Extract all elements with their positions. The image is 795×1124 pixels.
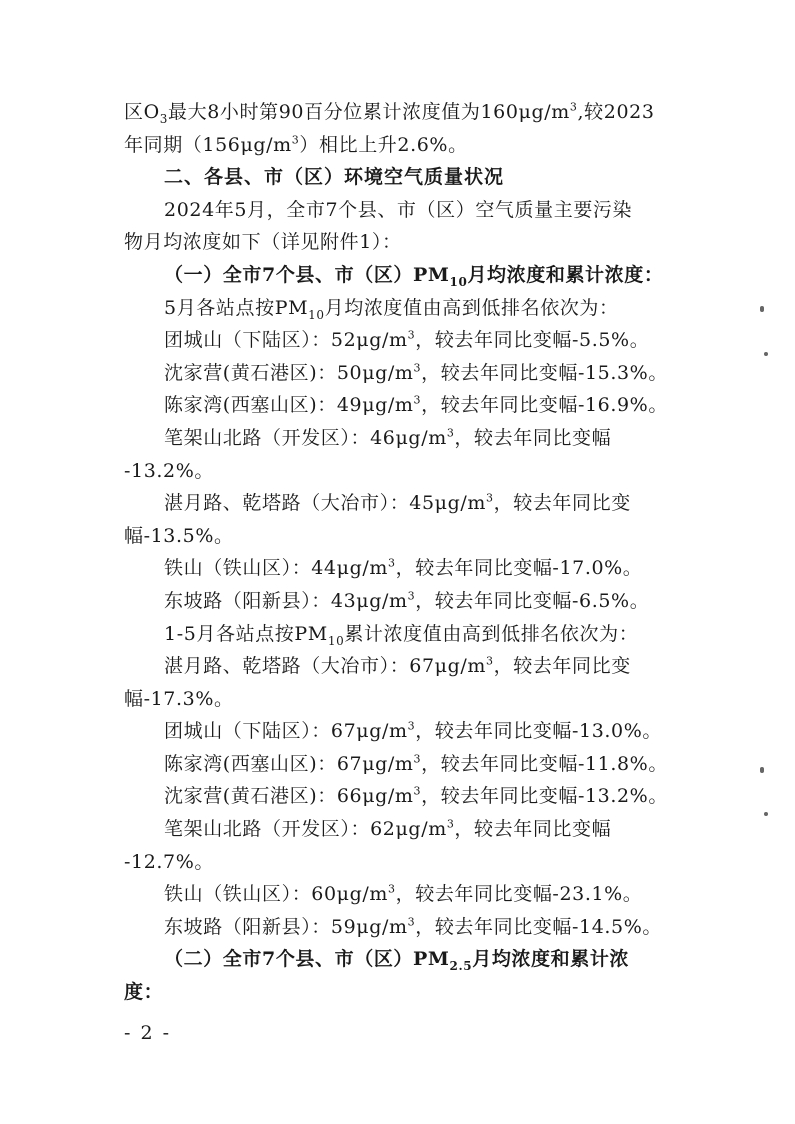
- text: 月均浓度和累计浓: [472, 948, 630, 971]
- change-text: ，较去年同比变幅-17.0%。: [395, 557, 643, 580]
- section-2-para-line-1: 2024年5月，全市7个县、市（区）空气质量主要污染: [164, 198, 633, 221]
- list-item-continuation: 幅-13.5%。: [124, 524, 234, 547]
- station-text: 湛月路、乾塔路（大冶市）：67μg/m: [164, 655, 487, 678]
- superscript: 3: [413, 785, 422, 799]
- list-item: [124, 780, 684, 813]
- station-text: 团城山（下陆区）：52μg/m: [164, 329, 408, 352]
- document-body: [124, 96, 684, 1009]
- station-text: 团城山（下陆区）：67μg/m: [164, 720, 408, 743]
- text: ,较2023: [577, 101, 655, 123]
- text: 5月各站点按PM: [164, 296, 309, 319]
- superscript: 3: [407, 589, 416, 603]
- station-text: 铁山（铁山区）：44μg/m: [164, 557, 389, 580]
- change-text: ，较去年同比变幅-14.5%。: [415, 915, 662, 938]
- intro-line-1: [124, 96, 684, 129]
- superscript: 3: [388, 556, 396, 570]
- list-item-continuation: 幅-17.3%。: [124, 687, 234, 710]
- superscript: 3: [486, 491, 494, 505]
- text: 年同期（156μg/m: [124, 133, 292, 156]
- station-text: 铁山（铁山区）：60μg/m: [164, 883, 389, 906]
- text: 1-5月各站点按PM: [164, 622, 328, 645]
- subscript: 3: [159, 111, 169, 126]
- subscript: 10: [449, 274, 468, 289]
- list-item: [124, 324, 684, 357]
- list-item: [124, 650, 684, 683]
- superscript: 3: [413, 394, 422, 408]
- superscript: 3: [407, 328, 416, 342]
- text: 累计浓度值由高到低排名依次为：: [344, 622, 639, 645]
- text: （二）全市7个县、市（区）PM: [164, 948, 450, 971]
- change-text: ，较去年同比变幅-23.1%。: [395, 883, 643, 906]
- list-item: [124, 585, 684, 618]
- superscript: 3: [446, 817, 455, 831]
- subscript: 10: [308, 307, 325, 322]
- list-item: [124, 487, 684, 520]
- superscript: 3: [446, 426, 455, 440]
- station-text: 陈家湾(西塞山区)：49μg/m: [164, 394, 414, 417]
- change-text: ，较去年同比变幅-5.5%。: [415, 329, 650, 352]
- list-item-continuation: -13.2%。: [124, 459, 214, 482]
- scan-speck: [760, 767, 764, 773]
- section-2-para-line-2: 物月均浓度如下（详见附件1）：: [124, 231, 402, 254]
- superscript: 3: [407, 719, 416, 733]
- subscript: 10: [327, 633, 345, 648]
- change-text: ，较去年同比变幅: [454, 426, 612, 449]
- section-2-heading: 二、各县、市（区）环境空气质量状况: [164, 166, 505, 189]
- pm10-heading: [124, 259, 684, 292]
- change-text: ，较去年同比变幅: [454, 818, 612, 841]
- change-text: ，较去年同比变幅-6.5%。: [415, 589, 650, 612]
- text: ）相比上升2.6%。: [299, 133, 468, 156]
- station-text: 陈家湾(西塞山区)：67μg/m: [164, 752, 414, 775]
- text: 区O: [124, 101, 160, 123]
- superscript: 3: [291, 133, 300, 147]
- scan-speck: [764, 352, 768, 356]
- station-text: 湛月路、乾塔路（大冶市）：45μg/m: [164, 492, 487, 515]
- superscript: 3: [486, 654, 494, 668]
- list-item-continuation: -12.7%。: [124, 850, 214, 873]
- list-item: [124, 813, 684, 846]
- change-text: ，较去年同比变: [493, 655, 631, 678]
- page-number: - 2 -: [124, 1022, 172, 1044]
- superscript: 3: [413, 752, 422, 766]
- superscript: 3: [388, 882, 396, 896]
- station-text: 笔架山北路（开发区）：46μg/m: [164, 426, 447, 449]
- text: 最大8小时第90百分位累计浓度值为160μg/m: [168, 101, 570, 123]
- change-text: ，较去年同比变幅-11.8%。: [421, 752, 668, 775]
- pm25-heading: [124, 943, 684, 976]
- superscript: 3: [413, 361, 422, 375]
- superscript: 3: [569, 100, 578, 114]
- intro-line-2: [124, 129, 684, 162]
- pm10-monthly-intro: [124, 292, 684, 325]
- list-item: [124, 389, 684, 422]
- station-text: 东坡路（阳新县）：59μg/m: [164, 915, 408, 938]
- superscript: 3: [407, 915, 416, 929]
- list-item: [124, 357, 684, 390]
- change-text: ，较去年同比变: [493, 492, 631, 515]
- station-text: 东坡路（阳新县）：43μg/m: [164, 589, 408, 612]
- list-item: [124, 911, 684, 944]
- list-item: [124, 878, 684, 911]
- change-text: ，较去年同比变幅-13.0%。: [415, 720, 662, 743]
- station-text: 沈家营(黄石港区)：66μg/m: [164, 785, 414, 808]
- text: （一）全市7个县、市（区）PM: [164, 263, 450, 286]
- list-item: [124, 715, 684, 748]
- scan-speck: [760, 306, 764, 312]
- list-item: [124, 552, 684, 585]
- pm10-cumulative-intro: [124, 618, 684, 651]
- change-text: ，较去年同比变幅-13.2%。: [421, 785, 668, 808]
- change-text: ，较去年同比变幅-15.3%。: [421, 361, 668, 384]
- change-text: ，较去年同比变幅-16.9%。: [421, 394, 668, 417]
- text: 月均浓度和累计浓度：: [467, 263, 664, 286]
- station-text: 沈家营(黄石港区)：50μg/m: [164, 361, 414, 384]
- scan-speck: [764, 812, 768, 816]
- text: 月均浓度值由高到低排名依次为：: [324, 296, 619, 319]
- list-item: [124, 748, 684, 781]
- pm25-heading-continuation: 度：: [124, 981, 164, 1004]
- list-item: [124, 422, 684, 455]
- subscript: 2.5: [449, 959, 473, 974]
- station-text: 笔架山北路（开发区）：62μg/m: [164, 818, 447, 841]
